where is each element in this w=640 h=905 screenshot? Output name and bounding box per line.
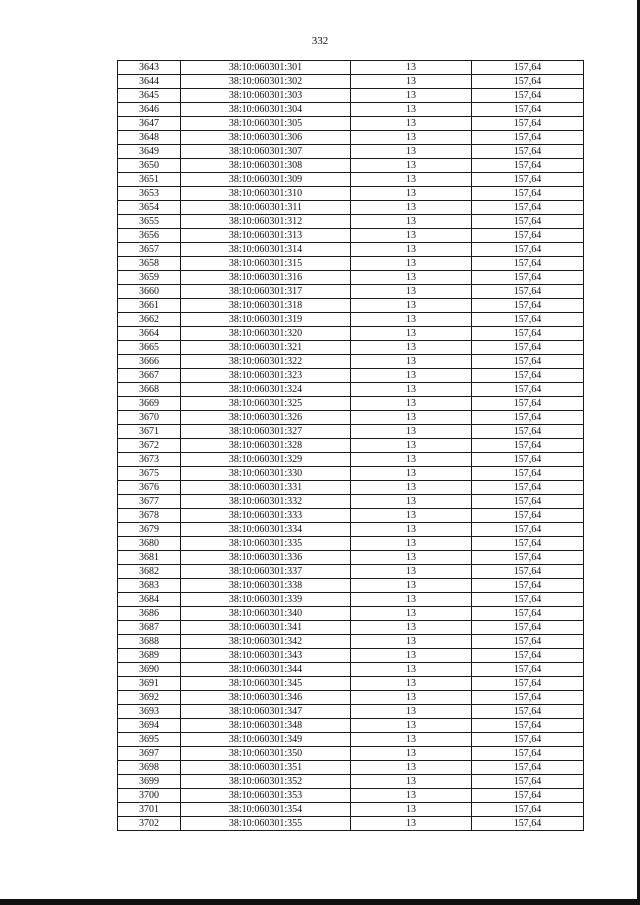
row-number-cell: 3672 bbox=[118, 439, 181, 453]
cadastral-number-cell: 38:10:060301:321 bbox=[181, 341, 351, 355]
count-cell: 13 bbox=[351, 705, 472, 719]
table-row bbox=[118, 369, 584, 383]
cadastral-number-cell: 38:10:060301:346 bbox=[181, 691, 351, 705]
row-number-cell: 3682 bbox=[118, 565, 181, 579]
table-row bbox=[118, 803, 584, 817]
table-row bbox=[118, 75, 584, 89]
row-number-cell: 3666 bbox=[118, 355, 181, 369]
count-cell: 13 bbox=[351, 201, 472, 215]
amount-cell: 157,64 bbox=[472, 509, 584, 523]
amount-cell: 157,64 bbox=[472, 61, 584, 75]
count-cell: 13 bbox=[351, 439, 472, 453]
amount-cell: 157,64 bbox=[472, 425, 584, 439]
count-cell: 13 bbox=[351, 565, 472, 579]
count-cell: 13 bbox=[351, 397, 472, 411]
count-cell: 13 bbox=[351, 691, 472, 705]
row-number-cell: 3645 bbox=[118, 89, 181, 103]
amount-cell: 157,64 bbox=[472, 551, 584, 565]
cadastral-number-cell: 38:10:060301:336 bbox=[181, 551, 351, 565]
amount-cell: 157,64 bbox=[472, 677, 584, 691]
cadastral-number-cell: 38:10:060301:330 bbox=[181, 467, 351, 481]
cadastral-number-cell: 38:10:060301:347 bbox=[181, 705, 351, 719]
count-cell: 13 bbox=[351, 271, 472, 285]
amount-cell: 157,64 bbox=[472, 733, 584, 747]
cadastral-number-cell: 38:10:060301:304 bbox=[181, 103, 351, 117]
count-cell: 13 bbox=[351, 551, 472, 565]
row-number-cell: 3665 bbox=[118, 341, 181, 355]
table-row bbox=[118, 173, 584, 187]
count-cell: 13 bbox=[351, 369, 472, 383]
amount-cell: 157,64 bbox=[472, 257, 584, 271]
amount-cell: 157,64 bbox=[472, 369, 584, 383]
count-cell: 13 bbox=[351, 747, 472, 761]
table-row bbox=[118, 243, 584, 257]
amount-cell: 157,64 bbox=[472, 691, 584, 705]
amount-cell: 157,64 bbox=[472, 215, 584, 229]
row-number-cell: 3668 bbox=[118, 383, 181, 397]
table-row bbox=[118, 775, 584, 789]
amount-cell: 157,64 bbox=[472, 75, 584, 89]
row-number-cell: 3690 bbox=[118, 663, 181, 677]
amount-cell: 157,64 bbox=[472, 635, 584, 649]
row-number-cell: 3700 bbox=[118, 789, 181, 803]
table-row bbox=[118, 425, 584, 439]
cadastral-number-cell: 38:10:060301:301 bbox=[181, 61, 351, 75]
cadastral-number-cell: 38:10:060301:317 bbox=[181, 285, 351, 299]
table-row bbox=[118, 621, 584, 635]
cadastral-number-cell: 38:10:060301:350 bbox=[181, 747, 351, 761]
count-cell: 13 bbox=[351, 775, 472, 789]
row-number-cell: 3676 bbox=[118, 481, 181, 495]
count-cell: 13 bbox=[351, 243, 472, 257]
amount-cell: 157,64 bbox=[472, 103, 584, 117]
count-cell: 13 bbox=[351, 257, 472, 271]
row-number-cell: 3684 bbox=[118, 593, 181, 607]
table-row bbox=[118, 453, 584, 467]
table-row bbox=[118, 817, 584, 831]
cadastral-number-cell: 38:10:060301:309 bbox=[181, 173, 351, 187]
row-number-cell: 3699 bbox=[118, 775, 181, 789]
row-number-cell: 3662 bbox=[118, 313, 181, 327]
table-row bbox=[118, 229, 584, 243]
cadastral-number-cell: 38:10:060301:318 bbox=[181, 299, 351, 313]
cadastral-number-cell: 38:10:060301:348 bbox=[181, 719, 351, 733]
count-cell: 13 bbox=[351, 495, 472, 509]
table-row bbox=[118, 649, 584, 663]
cadastral-number-cell: 38:10:060301:310 bbox=[181, 187, 351, 201]
page-number: 332 bbox=[311, 35, 329, 47]
row-number-cell: 3680 bbox=[118, 537, 181, 551]
amount-cell: 157,64 bbox=[472, 131, 584, 145]
cadastral-number-cell: 38:10:060301:352 bbox=[181, 775, 351, 789]
count-cell: 13 bbox=[351, 803, 472, 817]
row-number-cell: 3671 bbox=[118, 425, 181, 439]
count-cell: 13 bbox=[351, 635, 472, 649]
row-number-cell: 3694 bbox=[118, 719, 181, 733]
row-number-cell: 3659 bbox=[118, 271, 181, 285]
amount-cell: 157,64 bbox=[472, 481, 584, 495]
row-number-cell: 3664 bbox=[118, 327, 181, 341]
cadastral-number-cell: 38:10:060301:322 bbox=[181, 355, 351, 369]
amount-cell: 157,64 bbox=[472, 649, 584, 663]
amount-cell: 157,64 bbox=[472, 705, 584, 719]
row-number-cell: 3691 bbox=[118, 677, 181, 691]
table-row bbox=[118, 201, 584, 215]
cadastral-number-cell: 38:10:060301:323 bbox=[181, 369, 351, 383]
count-cell: 13 bbox=[351, 173, 472, 187]
amount-cell: 157,64 bbox=[472, 621, 584, 635]
amount-cell: 157,64 bbox=[472, 271, 584, 285]
count-cell: 13 bbox=[351, 425, 472, 439]
table-row bbox=[118, 495, 584, 509]
cadastral-number-cell: 38:10:060301:337 bbox=[181, 565, 351, 579]
row-number-cell: 3646 bbox=[118, 103, 181, 117]
count-cell: 13 bbox=[351, 537, 472, 551]
row-number-cell: 3693 bbox=[118, 705, 181, 719]
amount-cell: 157,64 bbox=[472, 355, 584, 369]
table-row bbox=[118, 271, 584, 285]
count-cell: 13 bbox=[351, 649, 472, 663]
amount-cell: 157,64 bbox=[472, 817, 584, 831]
cadastral-number-cell: 38:10:060301:334 bbox=[181, 523, 351, 537]
count-cell: 13 bbox=[351, 327, 472, 341]
amount-cell: 157,64 bbox=[472, 789, 584, 803]
count-cell: 13 bbox=[351, 75, 472, 89]
table-row bbox=[118, 467, 584, 481]
row-number-cell: 3683 bbox=[118, 579, 181, 593]
count-cell: 13 bbox=[351, 523, 472, 537]
cadastral-number-cell: 38:10:060301:332 bbox=[181, 495, 351, 509]
cadastral-number-cell: 38:10:060301:320 bbox=[181, 327, 351, 341]
row-number-cell: 3673 bbox=[118, 453, 181, 467]
table-row bbox=[118, 61, 584, 75]
cadastral-number-cell: 38:10:060301:319 bbox=[181, 313, 351, 327]
cadastral-number-cell: 38:10:060301:326 bbox=[181, 411, 351, 425]
table-row bbox=[118, 131, 584, 145]
amount-cell: 157,64 bbox=[472, 411, 584, 425]
cadastral-number-cell: 38:10:060301:354 bbox=[181, 803, 351, 817]
row-number-cell: 3689 bbox=[118, 649, 181, 663]
amount-cell: 157,64 bbox=[472, 523, 584, 537]
row-number-cell: 3698 bbox=[118, 761, 181, 775]
cadastral-number-cell: 38:10:060301:338 bbox=[181, 579, 351, 593]
amount-cell: 157,64 bbox=[472, 719, 584, 733]
count-cell: 13 bbox=[351, 61, 472, 75]
row-number-cell: 3702 bbox=[118, 817, 181, 831]
amount-cell: 157,64 bbox=[472, 117, 584, 131]
table-row bbox=[118, 159, 584, 173]
cadastral-number-cell: 38:10:060301:325 bbox=[181, 397, 351, 411]
count-cell: 13 bbox=[351, 131, 472, 145]
table-row bbox=[118, 635, 584, 649]
table-row bbox=[118, 523, 584, 537]
row-number-cell: 3681 bbox=[118, 551, 181, 565]
table-row bbox=[118, 705, 584, 719]
row-number-cell: 3656 bbox=[118, 229, 181, 243]
row-number-cell: 3661 bbox=[118, 299, 181, 313]
cadastral-number-cell: 38:10:060301:303 bbox=[181, 89, 351, 103]
row-number-cell: 3670 bbox=[118, 411, 181, 425]
cadastral-number-cell: 38:10:060301:344 bbox=[181, 663, 351, 677]
table-row bbox=[118, 663, 584, 677]
table-row bbox=[118, 103, 584, 117]
count-cell: 13 bbox=[351, 383, 472, 397]
table-row bbox=[118, 789, 584, 803]
row-number-cell: 3697 bbox=[118, 747, 181, 761]
count-cell: 13 bbox=[351, 187, 472, 201]
table-row bbox=[118, 145, 584, 159]
count-cell: 13 bbox=[351, 621, 472, 635]
count-cell: 13 bbox=[351, 607, 472, 621]
table-row bbox=[118, 383, 584, 397]
table-row bbox=[118, 537, 584, 551]
count-cell: 13 bbox=[351, 355, 472, 369]
row-number-cell: 3677 bbox=[118, 495, 181, 509]
amount-cell: 157,64 bbox=[472, 243, 584, 257]
amount-cell: 157,64 bbox=[472, 89, 584, 103]
cadastral-number-cell: 38:10:060301:315 bbox=[181, 257, 351, 271]
cadastral-number-cell: 38:10:060301:313 bbox=[181, 229, 351, 243]
count-cell: 13 bbox=[351, 229, 472, 243]
cadastral-number-cell: 38:10:060301:342 bbox=[181, 635, 351, 649]
table-row bbox=[118, 341, 584, 355]
count-cell: 13 bbox=[351, 593, 472, 607]
amount-cell: 157,64 bbox=[472, 313, 584, 327]
table-row bbox=[118, 579, 584, 593]
table-row bbox=[118, 411, 584, 425]
amount-cell: 157,64 bbox=[472, 803, 584, 817]
row-number-cell: 3687 bbox=[118, 621, 181, 635]
table-row bbox=[118, 565, 584, 579]
count-cell: 13 bbox=[351, 145, 472, 159]
table-row bbox=[118, 327, 584, 341]
table-row bbox=[118, 481, 584, 495]
row-number-cell: 3667 bbox=[118, 369, 181, 383]
cadastral-number-cell: 38:10:060301:335 bbox=[181, 537, 351, 551]
row-number-cell: 3701 bbox=[118, 803, 181, 817]
cadastral-number-cell: 38:10:060301:327 bbox=[181, 425, 351, 439]
amount-cell: 157,64 bbox=[472, 299, 584, 313]
cadastral-number-cell: 38:10:060301:355 bbox=[181, 817, 351, 831]
row-number-cell: 3649 bbox=[118, 145, 181, 159]
cadastral-number-cell: 38:10:060301:341 bbox=[181, 621, 351, 635]
count-cell: 13 bbox=[351, 89, 472, 103]
count-cell: 13 bbox=[351, 719, 472, 733]
cadastral-number-cell: 38:10:060301:307 bbox=[181, 145, 351, 159]
cadastral-number-cell: 38:10:060301:329 bbox=[181, 453, 351, 467]
cadastral-number-cell: 38:10:060301:331 bbox=[181, 481, 351, 495]
data-table bbox=[117, 60, 584, 831]
count-cell: 13 bbox=[351, 215, 472, 229]
row-number-cell: 3692 bbox=[118, 691, 181, 705]
cadastral-number-cell: 38:10:060301:306 bbox=[181, 131, 351, 145]
count-cell: 13 bbox=[351, 817, 472, 831]
cadastral-number-cell: 38:10:060301:311 bbox=[181, 201, 351, 215]
row-number-cell: 3647 bbox=[118, 117, 181, 131]
count-cell: 13 bbox=[351, 663, 472, 677]
table-row bbox=[118, 593, 584, 607]
count-cell: 13 bbox=[351, 159, 472, 173]
amount-cell: 157,64 bbox=[472, 439, 584, 453]
table-row bbox=[118, 257, 584, 271]
amount-cell: 157,64 bbox=[472, 383, 584, 397]
count-cell: 13 bbox=[351, 453, 472, 467]
cadastral-number-cell: 38:10:060301:324 bbox=[181, 383, 351, 397]
table-row bbox=[118, 397, 584, 411]
row-number-cell: 3688 bbox=[118, 635, 181, 649]
row-number-cell: 3654 bbox=[118, 201, 181, 215]
amount-cell: 157,64 bbox=[472, 173, 584, 187]
amount-cell: 157,64 bbox=[472, 593, 584, 607]
cadastral-number-cell: 38:10:060301:333 bbox=[181, 509, 351, 523]
cadastral-number-cell: 38:10:060301:353 bbox=[181, 789, 351, 803]
count-cell: 13 bbox=[351, 481, 472, 495]
row-number-cell: 3657 bbox=[118, 243, 181, 257]
row-number-cell: 3669 bbox=[118, 397, 181, 411]
row-number-cell: 3660 bbox=[118, 285, 181, 299]
table-body bbox=[118, 61, 584, 831]
table-row bbox=[118, 691, 584, 705]
table-row bbox=[118, 117, 584, 131]
amount-cell: 157,64 bbox=[472, 747, 584, 761]
cadastral-number-cell: 38:10:060301:345 bbox=[181, 677, 351, 691]
count-cell: 13 bbox=[351, 733, 472, 747]
row-number-cell: 3651 bbox=[118, 173, 181, 187]
amount-cell: 157,64 bbox=[472, 467, 584, 481]
row-number-cell: 3686 bbox=[118, 607, 181, 621]
row-number-cell: 3653 bbox=[118, 187, 181, 201]
table-row bbox=[118, 677, 584, 691]
amount-cell: 157,64 bbox=[472, 761, 584, 775]
table-row bbox=[118, 299, 584, 313]
cadastral-number-cell: 38:10:060301:339 bbox=[181, 593, 351, 607]
amount-cell: 157,64 bbox=[472, 285, 584, 299]
amount-cell: 157,64 bbox=[472, 159, 584, 173]
amount-cell: 157,64 bbox=[472, 663, 584, 677]
amount-cell: 157,64 bbox=[472, 397, 584, 411]
count-cell: 13 bbox=[351, 285, 472, 299]
table-row bbox=[118, 285, 584, 299]
table-row bbox=[118, 89, 584, 103]
count-cell: 13 bbox=[351, 313, 472, 327]
cadastral-number-cell: 38:10:060301:316 bbox=[181, 271, 351, 285]
row-number-cell: 3643 bbox=[118, 61, 181, 75]
table-row bbox=[118, 187, 584, 201]
count-cell: 13 bbox=[351, 677, 472, 691]
cadastral-number-cell: 38:10:060301:351 bbox=[181, 761, 351, 775]
amount-cell: 157,64 bbox=[472, 201, 584, 215]
scan-bottom-edge bbox=[0, 899, 640, 905]
table-row bbox=[118, 355, 584, 369]
count-cell: 13 bbox=[351, 579, 472, 593]
count-cell: 13 bbox=[351, 789, 472, 803]
row-number-cell: 3650 bbox=[118, 159, 181, 173]
count-cell: 13 bbox=[351, 117, 472, 131]
cadastral-number-cell: 38:10:060301:305 bbox=[181, 117, 351, 131]
cadastral-number-cell: 38:10:060301:349 bbox=[181, 733, 351, 747]
amount-cell: 157,64 bbox=[472, 229, 584, 243]
row-number-cell: 3678 bbox=[118, 509, 181, 523]
table-row bbox=[118, 607, 584, 621]
count-cell: 13 bbox=[351, 103, 472, 117]
amount-cell: 157,64 bbox=[472, 187, 584, 201]
amount-cell: 157,64 bbox=[472, 341, 584, 355]
table-row bbox=[118, 439, 584, 453]
cadastral-number-cell: 38:10:060301:308 bbox=[181, 159, 351, 173]
row-number-cell: 3679 bbox=[118, 523, 181, 537]
cadastral-number-cell: 38:10:060301:302 bbox=[181, 75, 351, 89]
count-cell: 13 bbox=[351, 299, 472, 313]
row-number-cell: 3655 bbox=[118, 215, 181, 229]
table-row bbox=[118, 747, 584, 761]
amount-cell: 157,64 bbox=[472, 579, 584, 593]
count-cell: 13 bbox=[351, 411, 472, 425]
row-number-cell: 3648 bbox=[118, 131, 181, 145]
table-row bbox=[118, 551, 584, 565]
amount-cell: 157,64 bbox=[472, 453, 584, 467]
count-cell: 13 bbox=[351, 761, 472, 775]
cadastral-number-cell: 38:10:060301:314 bbox=[181, 243, 351, 257]
row-number-cell: 3675 bbox=[118, 467, 181, 481]
count-cell: 13 bbox=[351, 509, 472, 523]
count-cell: 13 bbox=[351, 467, 472, 481]
row-number-cell: 3658 bbox=[118, 257, 181, 271]
amount-cell: 157,64 bbox=[472, 607, 584, 621]
row-number-cell: 3695 bbox=[118, 733, 181, 747]
table-row bbox=[118, 719, 584, 733]
amount-cell: 157,64 bbox=[472, 537, 584, 551]
table-row bbox=[118, 761, 584, 775]
table-row bbox=[118, 733, 584, 747]
amount-cell: 157,64 bbox=[472, 327, 584, 341]
cadastral-number-cell: 38:10:060301:343 bbox=[181, 649, 351, 663]
cadastral-number-cell: 38:10:060301:312 bbox=[181, 215, 351, 229]
count-cell: 13 bbox=[351, 341, 472, 355]
table-row bbox=[118, 509, 584, 523]
cadastral-number-cell: 38:10:060301:328 bbox=[181, 439, 351, 453]
row-number-cell: 3644 bbox=[118, 75, 181, 89]
amount-cell: 157,64 bbox=[472, 495, 584, 509]
table-row bbox=[118, 313, 584, 327]
amount-cell: 157,64 bbox=[472, 145, 584, 159]
cadastral-number-cell: 38:10:060301:340 bbox=[181, 607, 351, 621]
amount-cell: 157,64 bbox=[472, 565, 584, 579]
amount-cell: 157,64 bbox=[472, 775, 584, 789]
table-row bbox=[118, 215, 584, 229]
